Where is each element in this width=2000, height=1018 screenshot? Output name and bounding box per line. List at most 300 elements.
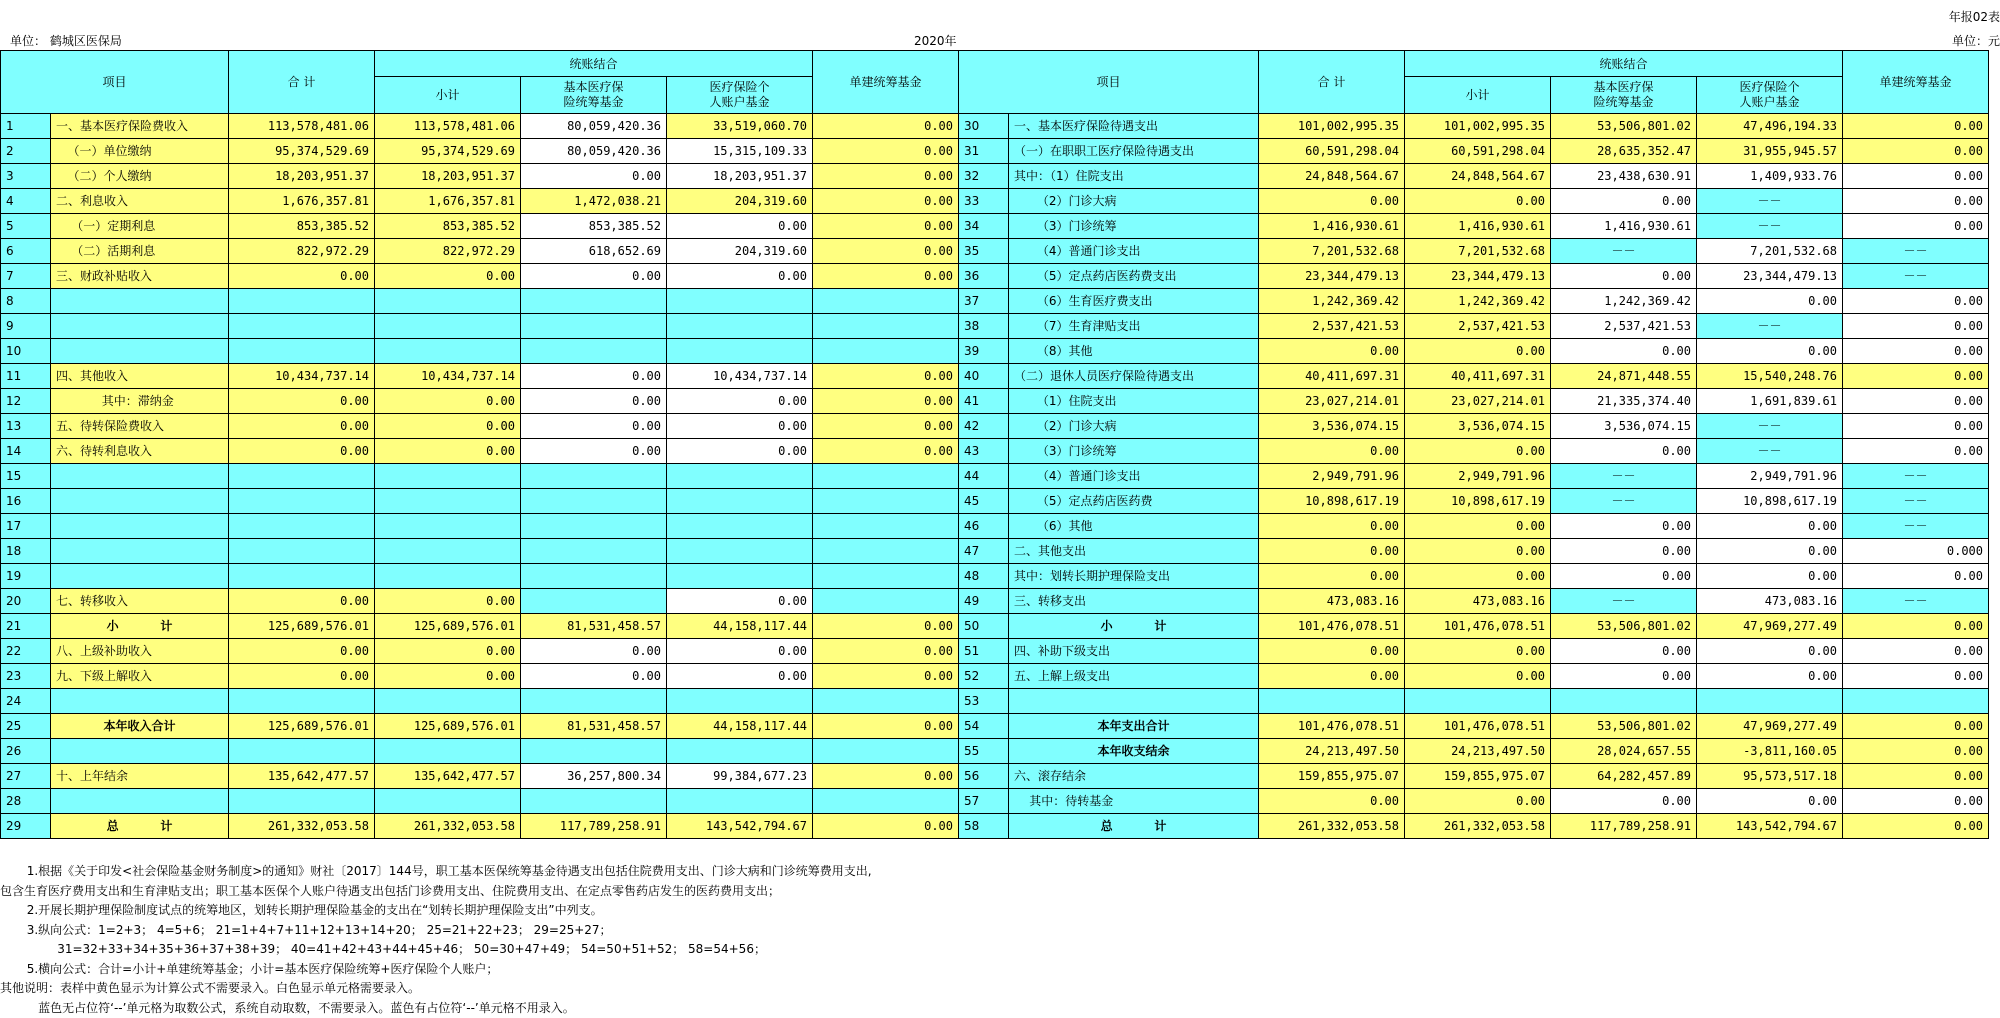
- table-row: [1, 239, 1989, 264]
- table-row: [1, 614, 1989, 639]
- row-number: 9: [1, 314, 51, 339]
- cell-basic-pool[interactable]: 0.00: [1551, 639, 1697, 664]
- cell-personal-account[interactable]: 10,434,737.14: [667, 364, 813, 389]
- cell-single-fund: [813, 489, 959, 514]
- item-label: [51, 789, 229, 814]
- row-number: 30: [959, 114, 1009, 139]
- item-label: （4）普通门诊支出: [1009, 239, 1259, 264]
- cell-subtotal: 101,002,995.35: [1405, 114, 1551, 139]
- table-row: [1, 489, 1989, 514]
- cell-personal-account: [667, 289, 813, 314]
- cell-total: 23,344,479.13: [1259, 264, 1405, 289]
- cell-total: [229, 514, 375, 539]
- header-personal-account: 医疗保险个 人账户基金: [667, 77, 813, 114]
- item-label: [51, 464, 229, 489]
- cell-total: 113,578,481.06: [229, 114, 375, 139]
- fund-report-table: [0, 50, 1989, 839]
- row-number: 46: [959, 514, 1009, 539]
- row-number: 48: [959, 564, 1009, 589]
- cell-basic-pool: 53,506,801.02: [1551, 114, 1697, 139]
- cell-basic-pool: [521, 564, 667, 589]
- cell-subtotal: 40,411,697.31: [1405, 364, 1551, 389]
- cell-basic-pool[interactable]: 0.00: [1551, 664, 1697, 689]
- cell-basic-pool[interactable]: 0.00: [1551, 564, 1697, 589]
- row-number: 15: [1, 464, 51, 489]
- cell-basic-pool[interactable]: 0.00: [521, 164, 667, 189]
- cell-single-fund: 0.00: [813, 389, 959, 414]
- table-row: [1, 764, 1989, 789]
- item-label: 四、补助下级支出: [1009, 639, 1259, 664]
- row-number: 39: [959, 339, 1009, 364]
- cell-personal-account: [667, 739, 813, 764]
- unit-label: 单位： 鹤城区医保局: [10, 32, 122, 49]
- row-number: 2: [1, 139, 51, 164]
- note-line: 蓝色无占位符‘--’单元格为取数公式，系统自动取数，不需要录入。蓝色有占位符‘--’单元格不用录入。: [0, 999, 872, 1018]
- cell-total: 0.00: [229, 389, 375, 414]
- cell-subtotal: 261,332,053.58: [1405, 814, 1551, 839]
- cell-personal-account[interactable]: 0.00: [1697, 539, 1843, 564]
- cell-single-fund[interactable]: 0.00: [1843, 314, 1989, 339]
- item-label: [51, 514, 229, 539]
- table-row: [1, 264, 1989, 289]
- cell-basic-pool: 53,506,801.02: [1551, 614, 1697, 639]
- item-label: [51, 489, 229, 514]
- row-number: 51: [959, 639, 1009, 664]
- row-number: 25: [1, 714, 51, 739]
- cell-basic-pool[interactable]: 0.00: [1551, 514, 1697, 539]
- table-row: [1, 789, 1989, 814]
- cell-single-fund: [813, 339, 959, 364]
- row-number: 12: [1, 389, 51, 414]
- cell-subtotal: 101,476,078.51: [1405, 714, 1551, 739]
- cell-single-fund: [1843, 689, 1989, 714]
- cell-basic-pool[interactable]: 0.00: [1551, 439, 1697, 464]
- note-line: 2.开展长期护理保险制度试点的统筹地区，划转长期护理保险基金的支出在“划转长期护理保险支出”中列支。: [0, 901, 872, 921]
- cell-basic-pool[interactable]: 0.00: [1551, 339, 1697, 364]
- cell-personal-account[interactable]: 18,203,951.37: [667, 164, 813, 189]
- cell-subtotal: 135,642,477.57: [375, 764, 521, 789]
- row-number: 17: [1, 514, 51, 539]
- cell-subtotal: [375, 339, 521, 364]
- cell-single-fund[interactable]: 0.00: [1843, 789, 1989, 814]
- cell-subtotal: 159,855,975.07: [1405, 764, 1551, 789]
- cell-basic-pool[interactable]: 1,416,930.61: [1551, 214, 1697, 239]
- cell-personal-account: －－: [1697, 189, 1843, 214]
- table-row: [1, 664, 1989, 689]
- cell-personal-account[interactable]: 0.00: [667, 664, 813, 689]
- cell-basic-pool[interactable]: 2,537,421.53: [1551, 314, 1697, 339]
- cell-basic-pool[interactable]: 0.00: [521, 414, 667, 439]
- cell-total: 2,949,791.96: [1259, 464, 1405, 489]
- cell-personal-account[interactable]: 204,319.60: [667, 239, 813, 264]
- header-basic-pool: 基本医疗保 险统筹基金: [521, 77, 667, 114]
- cell-personal-account[interactable]: 0.00: [1697, 289, 1843, 314]
- note-line: 1.根据《关于印发<社会保险基金财务制度>的通知》财社〔2017〕144号，职工基本医保统筹基金待遇支出包括住院费用支出、门诊大病和门诊统筹费用支出,: [0, 862, 872, 882]
- note-line: 其他说明：表样中黄色显示为计算公式不需要录入。白色显示单元格需要录入。: [0, 979, 872, 999]
- cell-personal-account[interactable]: 10,898,617.19: [1697, 489, 1843, 514]
- cell-single-fund: 0.00: [813, 614, 959, 639]
- row-number: 26: [1, 739, 51, 764]
- cell-personal-account: 33,519,060.70: [667, 114, 813, 139]
- item-label: （一）在职职工医疗保险待遇支出: [1009, 139, 1259, 164]
- row-number: 41: [959, 389, 1009, 414]
- cell-total: 473,083.16: [1259, 589, 1405, 614]
- cell-personal-account[interactable]: 7,201,532.68: [1697, 239, 1843, 264]
- cell-single-fund: 0.00: [813, 364, 959, 389]
- cell-personal-account[interactable]: 0.00: [1697, 639, 1843, 664]
- cell-single-fund[interactable]: 0.00: [1843, 639, 1989, 664]
- cell-subtotal: 125,689,576.01: [375, 614, 521, 639]
- cell-subtotal: 3,536,074.15: [1405, 414, 1551, 439]
- cell-total: 24,213,497.50: [1259, 739, 1405, 764]
- item-label: （6）生育医疗费支出: [1009, 289, 1259, 314]
- cell-basic-pool: 81,531,458.57: [521, 614, 667, 639]
- row-number: 42: [959, 414, 1009, 439]
- row-number: 37: [959, 289, 1009, 314]
- row-number: 31: [959, 139, 1009, 164]
- cell-personal-account[interactable]: 0.00: [1697, 514, 1843, 539]
- item-label: 一、基本医疗保险费收入: [51, 114, 229, 139]
- cell-basic-pool: [521, 539, 667, 564]
- cell-personal-account: 143,542,794.67: [1697, 814, 1843, 839]
- header-pool-group: 统账结合: [1405, 51, 1843, 77]
- cell-subtotal: 0.00: [375, 639, 521, 664]
- row-number: 38: [959, 314, 1009, 339]
- cell-single-fund: －－: [1843, 589, 1989, 614]
- item-label: （4）普通门诊支出: [1009, 464, 1259, 489]
- row-number: 19: [1, 564, 51, 589]
- cell-personal-account[interactable]: 473,083.16: [1697, 589, 1843, 614]
- cell-subtotal: 18,203,951.37: [375, 164, 521, 189]
- row-number: 53: [959, 689, 1009, 714]
- cell-single-fund[interactable]: 0.00: [1843, 564, 1989, 589]
- cell-single-fund[interactable]: 0.00: [1843, 189, 1989, 214]
- item-label: 五、上解上级支出: [1009, 664, 1259, 689]
- row-number: 8: [1, 289, 51, 314]
- cell-personal-account: 204,319.60: [667, 189, 813, 214]
- item-label: （5）定点药店医药费支出: [1009, 264, 1259, 289]
- cell-single-fund: 0.00: [1843, 364, 1989, 389]
- table-row: [1, 389, 1989, 414]
- cell-total: 60,591,298.04: [1259, 139, 1405, 164]
- cell-basic-pool[interactable]: 21,335,374.40: [1551, 389, 1697, 414]
- cell-single-fund: [813, 514, 959, 539]
- cell-basic-pool: －－: [1551, 239, 1697, 264]
- cell-subtotal: [375, 564, 521, 589]
- cell-single-fund: 0.00: [813, 814, 959, 839]
- cell-total: 0.00: [1259, 189, 1405, 214]
- item-label: （3）门诊统筹: [1009, 214, 1259, 239]
- cell-personal-account[interactable]: 0.00: [667, 639, 813, 664]
- cell-personal-account[interactable]: 0.00: [1697, 789, 1843, 814]
- cell-basic-pool: [521, 489, 667, 514]
- cell-total: 0.00: [1259, 439, 1405, 464]
- cell-personal-account: 44,158,117.44: [667, 614, 813, 639]
- notes-section: [0, 862, 872, 1018]
- cell-subtotal: 0.00: [1405, 664, 1551, 689]
- cell-single-fund: 0.00: [813, 189, 959, 214]
- row-number: 36: [959, 264, 1009, 289]
- cell-personal-account[interactable]: 0.00: [667, 214, 813, 239]
- cell-basic-pool[interactable]: 0.00: [521, 264, 667, 289]
- cell-subtotal: 113,578,481.06: [375, 114, 521, 139]
- cell-personal-account[interactable]: 2,949,791.96: [1697, 464, 1843, 489]
- row-number: 1: [1, 114, 51, 139]
- cell-single-fund: －－: [1843, 464, 1989, 489]
- cell-basic-pool: 117,789,258.91: [521, 814, 667, 839]
- item-label: （2）门诊大病: [1009, 189, 1259, 214]
- cell-subtotal: 2,537,421.53: [1405, 314, 1551, 339]
- cell-personal-account: [667, 789, 813, 814]
- cell-personal-account: 95,573,517.18: [1697, 764, 1843, 789]
- item-label: 四、其他收入: [51, 364, 229, 389]
- cell-total: 23,027,214.01: [1259, 389, 1405, 414]
- row-number: 11: [1, 364, 51, 389]
- table-row: [1, 589, 1989, 614]
- cell-total: 0.00: [229, 639, 375, 664]
- cell-personal-account[interactable]: 1,409,933.76: [1697, 164, 1843, 189]
- cell-basic-pool: 28,635,352.47: [1551, 139, 1697, 164]
- cell-basic-pool[interactable]: 36,257,800.34: [521, 764, 667, 789]
- item-label: 三、财政补贴收入: [51, 264, 229, 289]
- cell-total: 3,536,074.15: [1259, 414, 1405, 439]
- row-number: 14: [1, 439, 51, 464]
- cell-single-fund: 0.00: [1843, 614, 1989, 639]
- cell-basic-pool: [1551, 689, 1697, 714]
- cell-personal-account[interactable]: 0.00: [1697, 339, 1843, 364]
- cell-personal-account[interactable]: 0.00: [1697, 564, 1843, 589]
- cell-basic-pool[interactable]: 618,652.69: [521, 239, 667, 264]
- cell-subtotal: [375, 789, 521, 814]
- cell-single-fund: 0.00: [813, 664, 959, 689]
- cell-subtotal: 261,332,053.58: [375, 814, 521, 839]
- cell-subtotal: 0.00: [1405, 789, 1551, 814]
- row-number: 34: [959, 214, 1009, 239]
- cell-total: 95,374,529.69: [229, 139, 375, 164]
- cell-total: 0.00: [229, 264, 375, 289]
- cell-total: [229, 689, 375, 714]
- cell-basic-pool[interactable]: 0.00: [1551, 264, 1697, 289]
- cell-basic-pool[interactable]: 3,536,074.15: [1551, 414, 1697, 439]
- cell-total: 101,002,995.35: [1259, 114, 1405, 139]
- cell-basic-pool[interactable]: 80,059,420.36: [521, 139, 667, 164]
- cell-subtotal: [375, 489, 521, 514]
- cell-single-fund[interactable]: 0.00: [1843, 214, 1989, 239]
- cell-subtotal: 101,476,078.51: [1405, 614, 1551, 639]
- cell-basic-pool[interactable]: 853,385.52: [521, 214, 667, 239]
- cell-personal-account[interactable]: 15,315,109.33: [667, 139, 813, 164]
- cell-subtotal: 10,898,617.19: [1405, 489, 1551, 514]
- cell-subtotal: 24,848,564.67: [1405, 164, 1551, 189]
- cell-total: 0.00: [229, 439, 375, 464]
- cell-total: 1,416,930.61: [1259, 214, 1405, 239]
- cell-basic-pool[interactable]: 0.00: [521, 639, 667, 664]
- note-line: 5.横向公式：合计=小计+单建统筹基金；小计=基本医疗保险统筹+医疗保险个人账户；: [0, 960, 872, 980]
- row-number: 16: [1, 489, 51, 514]
- row-number: 44: [959, 464, 1009, 489]
- cell-single-fund[interactable]: 0.00: [1843, 164, 1989, 189]
- cell-total: [229, 289, 375, 314]
- item-label: 九、下级上解收入: [51, 664, 229, 689]
- header-total: 合 计: [1259, 51, 1405, 114]
- row-number: 7: [1, 264, 51, 289]
- cell-total: 261,332,053.58: [229, 814, 375, 839]
- cell-personal-account[interactable]: 99,384,677.23: [667, 764, 813, 789]
- cell-personal-account: [667, 464, 813, 489]
- header-single-fund: 单建统筹基金: [1843, 51, 1989, 114]
- item-label: [1009, 689, 1259, 714]
- cell-total: 10,434,737.14: [229, 364, 375, 389]
- cell-single-fund: [813, 589, 959, 614]
- table-row: [1, 314, 1989, 339]
- note-line: 包含生育医疗费用支出和生育津贴支出；职工基本医保个人账户待遇支出包括门诊费用支出、住院费用支出、在定点零售药店发生的医药费用支出；: [0, 882, 872, 902]
- cell-personal-account: [667, 314, 813, 339]
- cell-personal-account: 47,969,277.49: [1697, 614, 1843, 639]
- cell-basic-pool: 117,789,258.91: [1551, 814, 1697, 839]
- row-number: 58: [959, 814, 1009, 839]
- item-label: 小 计: [1009, 614, 1259, 639]
- cell-single-fund: 0.00: [1843, 114, 1989, 139]
- cell-subtotal: 0.00: [1405, 514, 1551, 539]
- row-number: 4: [1, 189, 51, 214]
- cell-personal-account[interactable]: 0.00: [667, 264, 813, 289]
- item-label: 其中：（1）住院支出: [1009, 164, 1259, 189]
- cell-basic-pool[interactable]: 0.00: [1551, 539, 1697, 564]
- cell-personal-account: 15,540,248.76: [1697, 364, 1843, 389]
- cell-personal-account: 47,496,194.33: [1697, 114, 1843, 139]
- cell-basic-pool: [521, 689, 667, 714]
- cell-total: 0.00: [229, 664, 375, 689]
- header-subtotal: 小计: [375, 77, 521, 114]
- row-number: 56: [959, 764, 1009, 789]
- table-row: [1, 439, 1989, 464]
- currency-label: 单位：元: [1952, 32, 2000, 49]
- cell-total: 0.00: [1259, 639, 1405, 664]
- cell-basic-pool[interactable]: 1,242,369.42: [1551, 289, 1697, 314]
- cell-basic-pool[interactable]: 0.00: [1551, 189, 1697, 214]
- cell-total: 101,476,078.51: [1259, 714, 1405, 739]
- row-number: 6: [1, 239, 51, 264]
- cell-basic-pool[interactable]: 0.00: [521, 664, 667, 689]
- row-number: 33: [959, 189, 1009, 214]
- cell-total: 261,332,053.58: [1259, 814, 1405, 839]
- row-number: 5: [1, 214, 51, 239]
- cell-subtotal: 0.00: [375, 414, 521, 439]
- report-code: 年报02表: [1949, 8, 2000, 25]
- cell-single-fund[interactable]: 0.00: [1843, 289, 1989, 314]
- cell-personal-account[interactable]: 23,344,479.13: [1697, 264, 1843, 289]
- item-label: 二、其他支出: [1009, 539, 1259, 564]
- cell-personal-account[interactable]: 0.00: [1697, 664, 1843, 689]
- item-label: [51, 539, 229, 564]
- cell-total: 159,855,975.07: [1259, 764, 1405, 789]
- cell-personal-account: 143,542,794.67: [667, 814, 813, 839]
- cell-total: [1259, 689, 1405, 714]
- cell-single-fund[interactable]: 0.00: [1843, 439, 1989, 464]
- item-label: 小 计: [51, 614, 229, 639]
- cell-subtotal: 853,385.52: [375, 214, 521, 239]
- row-number: 32: [959, 164, 1009, 189]
- cell-single-fund: 0.00: [813, 764, 959, 789]
- item-label: 六、滚存结余: [1009, 764, 1259, 789]
- cell-basic-pool: [521, 464, 667, 489]
- cell-single-fund[interactable]: 0.00: [1843, 339, 1989, 364]
- cell-basic-pool[interactable]: 23,438,630.91: [1551, 164, 1697, 189]
- cell-personal-account[interactable]: 0.00: [667, 439, 813, 464]
- item-label: （二）退休人员医疗保险待遇支出: [1009, 364, 1259, 389]
- row-number: 18: [1, 539, 51, 564]
- cell-total: [229, 789, 375, 814]
- cell-basic-pool: 81,531,458.57: [521, 714, 667, 739]
- cell-total: [229, 739, 375, 764]
- row-number: 20: [1, 589, 51, 614]
- cell-total: [229, 339, 375, 364]
- item-label: 总 计: [51, 814, 229, 839]
- cell-subtotal: 0.00: [375, 664, 521, 689]
- item-label: [51, 289, 229, 314]
- table-row: [1, 689, 1989, 714]
- cell-personal-account[interactable]: 1,691,839.61: [1697, 389, 1843, 414]
- cell-single-fund: 0.00: [813, 264, 959, 289]
- cell-subtotal: 95,374,529.69: [375, 139, 521, 164]
- item-label: 其中：滞纳金: [51, 389, 229, 414]
- table-row: [1, 464, 1989, 489]
- item-label: 五、待转保险费收入: [51, 414, 229, 439]
- year-label: 2020年: [914, 32, 957, 49]
- header-subtotal: 小计: [1405, 77, 1551, 114]
- cell-single-fund[interactable]: 0.00: [1843, 389, 1989, 414]
- table-row: [1, 339, 1989, 364]
- table-row: [1, 214, 1989, 239]
- item-label: [51, 739, 229, 764]
- item-label: （二）个人缴纳: [51, 164, 229, 189]
- cell-total: 2,537,421.53: [1259, 314, 1405, 339]
- item-label: 二、利息收入: [51, 189, 229, 214]
- row-number: 55: [959, 739, 1009, 764]
- cell-single-fund: [813, 289, 959, 314]
- cell-personal-account[interactable]: 0.00: [667, 389, 813, 414]
- item-label: 三、转移支出: [1009, 589, 1259, 614]
- cell-total: 0.00: [229, 414, 375, 439]
- cell-single-fund[interactable]: 0.00: [1843, 414, 1989, 439]
- cell-total: 7,201,532.68: [1259, 239, 1405, 264]
- cell-total: 0.00: [229, 589, 375, 614]
- cell-personal-account[interactable]: 0.00: [667, 589, 813, 614]
- cell-personal-account: －－: [1697, 439, 1843, 464]
- cell-subtotal: 10,434,737.14: [375, 364, 521, 389]
- cell-basic-pool[interactable]: 0.00: [521, 439, 667, 464]
- cell-basic-pool[interactable]: 0.00: [521, 389, 667, 414]
- table-row: [1, 714, 1989, 739]
- cell-total: 0.00: [1259, 514, 1405, 539]
- cell-personal-account[interactable]: 0.00: [667, 414, 813, 439]
- cell-basic-pool[interactable]: 80,059,420.36: [521, 114, 667, 139]
- cell-basic-pool: －－: [1551, 589, 1697, 614]
- table-row: [1, 189, 1989, 214]
- item-label: 本年收支结余: [1009, 739, 1259, 764]
- cell-basic-pool[interactable]: 0.00: [521, 364, 667, 389]
- cell-basic-pool[interactable]: 0.00: [1551, 789, 1697, 814]
- cell-personal-account: 44,158,117.44: [667, 714, 813, 739]
- cell-single-fund: －－: [1843, 264, 1989, 289]
- cell-single-fund: 0.00: [813, 639, 959, 664]
- item-label: 本年支出合计: [1009, 714, 1259, 739]
- cell-total: [229, 539, 375, 564]
- cell-total: 0.00: [1259, 664, 1405, 689]
- cell-subtotal: 0.00: [375, 264, 521, 289]
- cell-single-fund[interactable]: 0.000: [1843, 539, 1989, 564]
- cell-single-fund[interactable]: 0.00: [1843, 664, 1989, 689]
